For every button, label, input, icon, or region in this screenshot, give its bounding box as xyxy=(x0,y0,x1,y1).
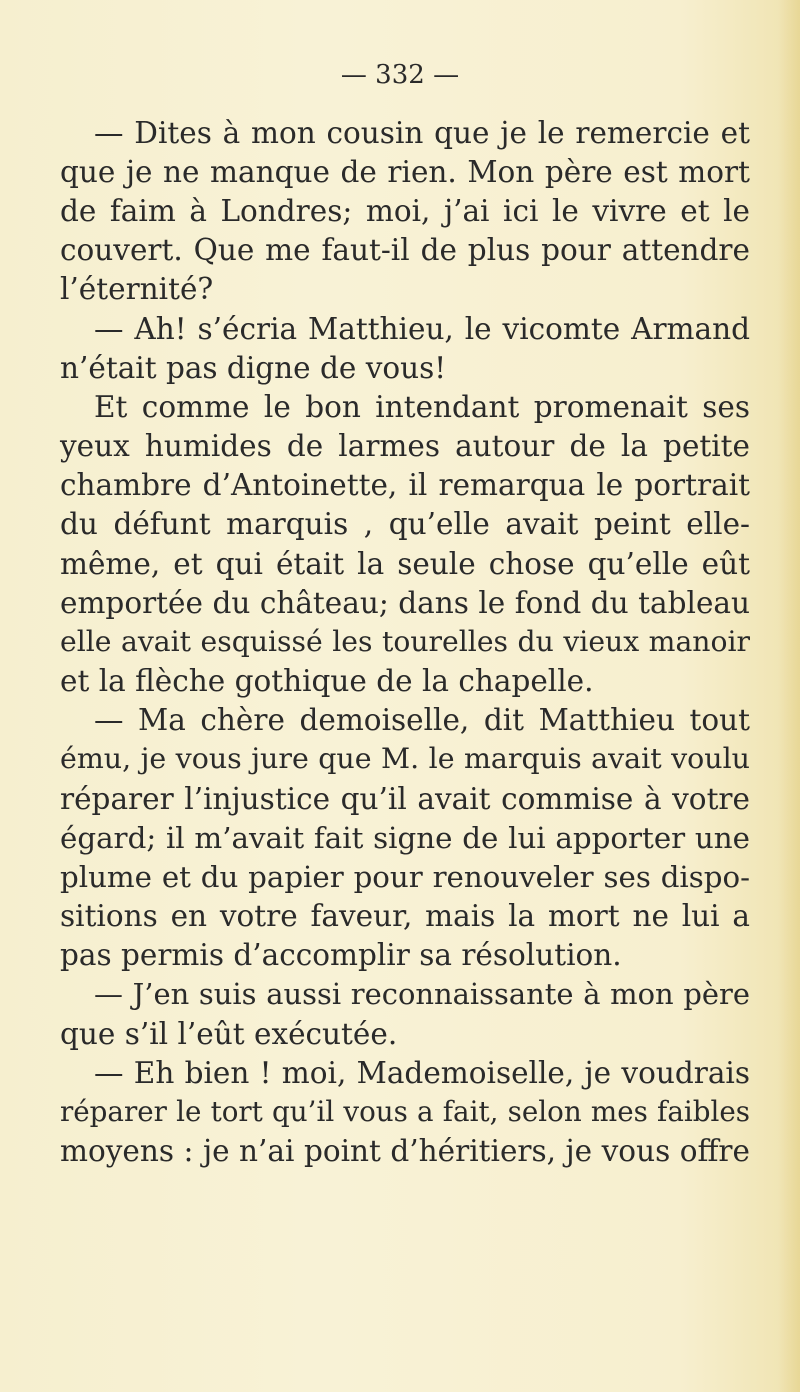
text-line: — Ah! s’écria Matthieu, le vicomte Armand xyxy=(94,312,750,346)
text-line: — Dites à mon cousin que je le remercie et xyxy=(94,116,750,150)
text-line: égard; il m’avait fait signe de lui apporter une xyxy=(60,821,750,855)
text-line: que s’il l’eût exécutée. xyxy=(60,1017,398,1051)
text-line: réparer le tort qu’il vous a fait, selon mes faibles xyxy=(60,1095,750,1128)
text-line: n’était pas digne de vous! xyxy=(60,351,447,385)
text-line: l’éternité? xyxy=(60,272,214,306)
text-line: que je ne manque de rien. Mon père est mort xyxy=(60,155,750,189)
text-line: plume et du papier pour renouveler ses dispo- xyxy=(60,860,750,894)
page-number: — 332 — xyxy=(340,60,460,90)
text-line: réparer l’injustice qu’il avait commise à votre xyxy=(60,782,750,816)
text-line: de faim à Londres; moi, j’ai ici le vivre et le xyxy=(60,194,750,228)
page-edge-shading xyxy=(778,0,800,1392)
text-line: sitions en votre faveur, mais la mort ne lui a xyxy=(60,899,750,933)
text-line: — Ma chère demoiselle, dit Matthieu tout xyxy=(94,703,750,737)
text-line: Et comme le bon intendant promenait ses xyxy=(94,390,750,424)
text-line: pas permis d’accomplir sa résolution. xyxy=(60,938,622,972)
text-line: et la flèche gothique de la chapelle. xyxy=(60,664,594,698)
text-line: — Eh bien ! moi, Mademoiselle, je voudrais xyxy=(94,1056,750,1090)
text-line: yeux humides de larmes autour de la petite xyxy=(60,429,750,463)
text-line: même, et qui était la seule chose qu’elle eût xyxy=(60,547,750,581)
text-line: chambre d’Antoinette, il remarqua le portrait xyxy=(60,468,750,502)
text-line: elle avait esquissé les tourelles du vieux manoir xyxy=(60,625,750,658)
text-line: moyens : je n’ai point d’héritiers, je vous offre xyxy=(60,1134,750,1168)
text-line: — J’en suis aussi reconnaissante à mon père xyxy=(94,977,750,1011)
text-line: ému, je vous jure que M. le marquis avait voulu xyxy=(60,742,750,775)
text-line: couvert. Que me faut-il de plus pour attendre xyxy=(60,233,750,267)
text-line: emportée du château; dans le fond du tableau xyxy=(60,586,750,620)
text-line: du défunt marquis , qu’elle avait peint elle- xyxy=(60,507,750,541)
